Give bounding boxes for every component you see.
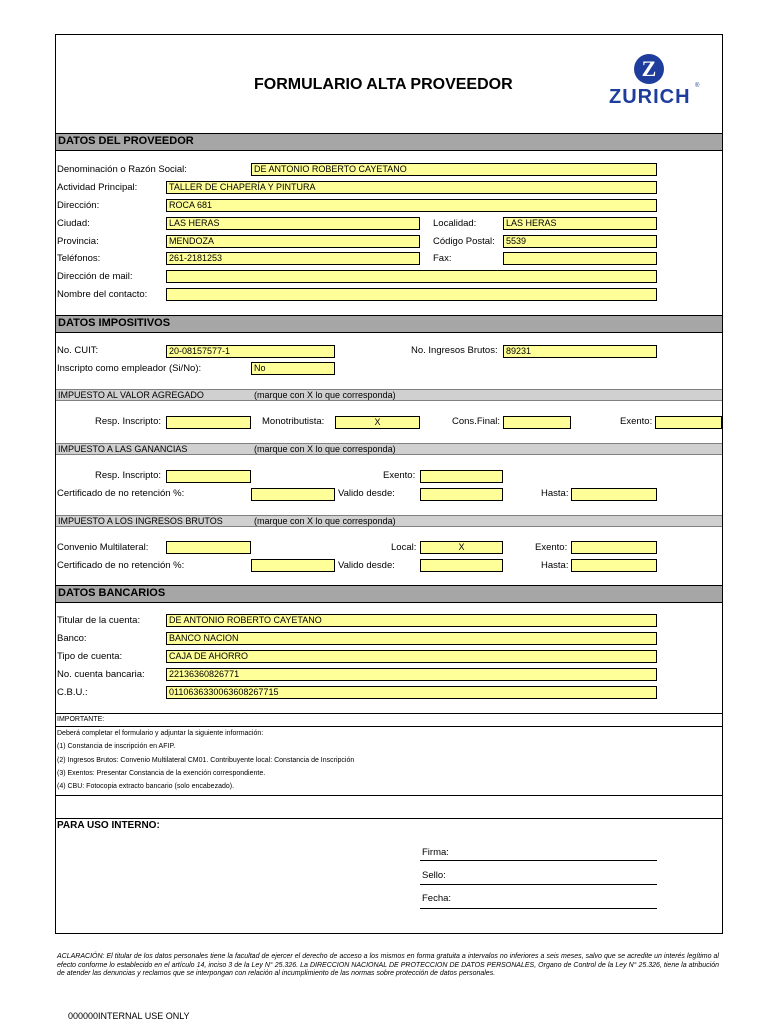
ciudad-field[interactable]: LAS HERAS [166,217,420,230]
ganancias-hasta-field[interactable] [571,488,657,501]
subsection-ingresos-brutos [56,515,722,527]
cbu-label: C.B.U.: [57,687,88,698]
firma-label: Firma: [422,847,449,858]
fecha-label: Fecha: [422,893,452,904]
divider [56,713,722,714]
ciudad-label: Ciudad: [57,218,90,229]
iibb-hasta-field[interactable] [571,559,657,572]
telefonos-field[interactable]: 261-2181253 [166,252,420,265]
cm-label: Convenio Multilateral: [57,542,149,553]
mail-field[interactable] [166,270,657,283]
ganancias-title: IMPUESTO A LAS GANANCIAS [58,444,188,454]
codigo-postal-field[interactable]: 5539 [503,235,657,248]
divider [56,795,722,796]
iva-resp-label: Resp. Inscripto: [95,416,161,427]
empleador-label: Inscripto como empleador (Si/No): [57,363,202,374]
codigo-postal-label: Código Postal: [433,236,495,247]
ingresos-brutos-note: (marque con X lo que corresponda) [254,516,396,526]
disclaimer: ACLARACIÓN: El titular de los datos personales tiene la facultad de ejercer el derecho de acceso a los mismos en forma gratuita a intervalos no inferiores a seis meses, salvo que se acredite un interés legítimo al efecto conforme lo establecido en el artículo 14, inciso 3 de la Ley N° 25.326. La DIRECCION NACIONAL DE PROTECCION DE DATOS PERSONALES, Organo de Control de la Ley N° 25.326, tiene la atribución de atender las denuncias y reclamos que se interpongan con relación al incumplimiento de las normas sobre protección de datos personales. [57,953,719,977]
iibb-cert-field[interactable] [251,559,335,572]
registered-mark: ® [695,83,700,89]
subsection-ganancias [56,443,722,455]
importante-title: IMPORTANTE: [57,716,105,723]
razon-social-field[interactable]: DE ANTONIO ROBERTO CAYETANO [251,163,657,176]
banco-field[interactable]: BANCO NACION [166,632,657,645]
cuenta-label: No. cuenta bancaria: [57,669,145,680]
importante-item: (2) Ingresos Brutos: Convenio Multilateral CM01. Contribuyente local: Constancia de Inscripción [57,757,355,764]
iva-exento-label: Exento: [620,416,653,427]
section-proveedor: DATOS DEL PROVEEDOR [56,133,722,151]
section-impositivos: DATOS IMPOSITIVOS [56,315,722,333]
divider [56,726,722,727]
ganancias-desde-field[interactable] [420,488,503,501]
ganancias-note: (marque con X lo que corresponda) [254,444,396,454]
ganancias-hasta-label: Hasta: [541,488,569,499]
iibb-desde-field[interactable] [420,559,503,572]
zurich-logo-icon: Z [634,54,664,84]
importante-item: (1) Constancia de inscripción en AFIP. [57,743,176,750]
iva-cf-label: Cons.Final: [452,416,501,427]
cuit-label: No. CUIT: [57,345,99,356]
ingresos-brutos-title: IMPUESTO A LOS INGRESOS BRUTOS [58,516,223,526]
ganancias-desde-label: Valido desde: [338,488,395,499]
classification-footer: 000000INTERNAL USE ONLY [68,1011,190,1021]
mail-label: Dirección de mail: [57,271,133,282]
fecha-line[interactable] [420,908,657,909]
iva-mono-label: Monotributista: [262,416,325,427]
ingresos-brutos-label: No. Ingresos Brutos: [411,345,498,356]
importante-item: (3) Exentos: Presentar Constancia de la exención correspondiente. [57,770,266,777]
zurich-logo [597,40,713,118]
iva-exento-field[interactable] [655,416,722,429]
iibb-hasta-label: Hasta: [541,560,569,571]
iva-mono-field[interactable]: X [335,416,420,429]
telefonos-label: Teléfonos: [57,253,101,264]
fax-label: Fax: [433,253,452,264]
localidad-label: Localidad: [433,218,477,229]
razon-social-label: Denominación o Razón Social: [57,164,187,175]
titular-label: Titular de la cuenta: [57,615,141,626]
local-label: Local: [391,542,417,553]
actividad-field[interactable]: TALLER DE CHAPERÍA Y PINTURA [166,181,657,194]
titular-field[interactable]: DE ANTONIO ROBERTO CAYETANO [166,614,657,627]
iva-cf-field[interactable] [503,416,571,429]
iibb-exento-field[interactable] [571,541,657,554]
ganancias-resp-field[interactable] [166,470,251,483]
uso-interno-title: PARA USO INTERNO: [57,820,160,831]
section-bancarios: DATOS BANCARIOS [56,585,722,603]
cuit-field[interactable]: 20-08157577-1 [166,345,335,358]
ganancias-exento-field[interactable] [420,470,503,483]
cbu-field[interactable]: 0110636330063608267715 [166,686,657,699]
ganancias-exento-label: Exento: [383,470,416,481]
direccion-field[interactable]: ROCA 681 [166,199,657,212]
tipo-cuenta-field[interactable]: CAJA DE AHORRO [166,650,657,663]
sello-line[interactable] [420,884,657,885]
iibb-desde-label: Valido desde: [338,560,395,571]
fax-field[interactable] [503,252,657,265]
contacto-field[interactable] [166,288,657,301]
zurich-logo-word: ZURICH [609,86,691,108]
localidad-field[interactable]: LAS HERAS [503,217,657,230]
direccion-label: Dirección: [57,200,100,211]
provincia-label: Provincia: [57,236,99,247]
actividad-label: Actividad Principal: [57,182,138,193]
importante-item: (4) CBU: Fotocopia extracto bancario (solo encabezado). [57,783,235,790]
sello-label: Sello: [422,870,446,881]
local-field[interactable]: X [420,541,503,554]
empleador-field[interactable]: No [251,362,335,375]
iva-resp-field[interactable] [166,416,251,429]
tipo-cuenta-label: Tipo de cuenta: [57,651,123,662]
iibb-exento-label: Exento: [535,542,568,553]
importante-intro: Deberá completar el formulario y adjuntar la siguiente información: [57,730,264,737]
ganancias-resp-label: Resp. Inscripto: [95,470,161,481]
ganancias-cert-field[interactable] [251,488,335,501]
contacto-label: Nombre del contacto: [57,289,148,300]
ingresos-brutos-field[interactable]: 89231 [503,345,657,358]
iibb-cert-label: Certificado de no retención %: [57,560,185,571]
firma-line[interactable] [420,860,657,861]
divider [56,818,722,819]
page-title: FORMULARIO ALTA PROVEEDOR [254,76,513,93]
iva-note: (marque con X lo que corresponda) [254,390,396,400]
ganancias-cert-label: Certificado de no retención %: [57,488,185,499]
banco-label: Banco: [57,633,87,644]
cuenta-field[interactable]: 22136360826771 [166,668,657,681]
cm-field[interactable] [166,541,251,554]
provincia-field[interactable]: MENDOZA [166,235,420,248]
subsection-iva [56,389,722,401]
iva-title: IMPUESTO AL VALOR AGREGADO [58,390,204,400]
